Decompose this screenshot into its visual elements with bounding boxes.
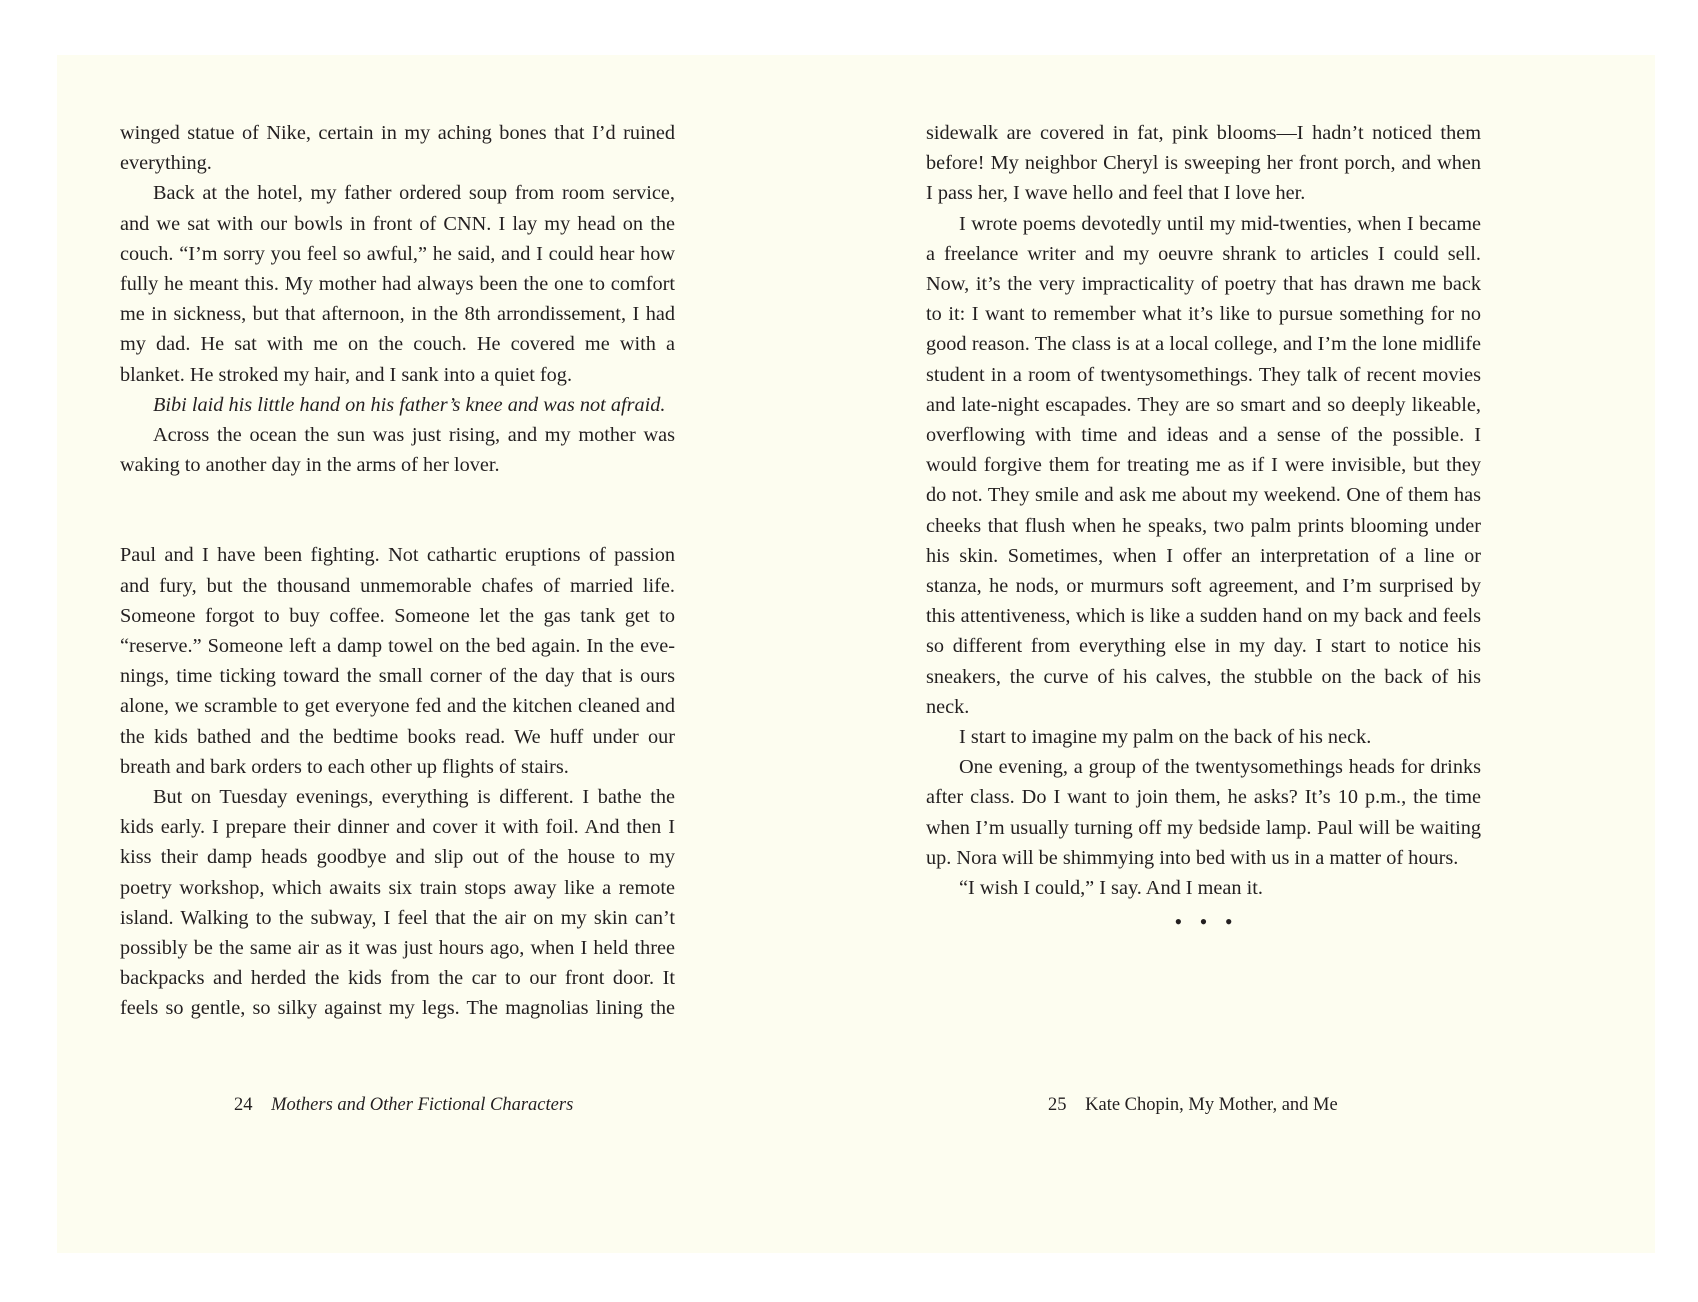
running-title: Kate Chopin, My Mother, and Me (1085, 1095, 1338, 1115)
section-start-paragraph: Paul and I have been fighting. Not cathartic eruptions of passion and fury, but the thousand unmemorable chafes of married life. Someone forgot to buy coffee. Someone let the gas tank get to “reserve.” Someone left a damp towel on the bed again. In the evenings, time ticking toward the small corner of the day that is ours alone, we scramble to get everyone fed and the kitchen cleaned and the kids bathed and the bedtime books read. We huff under our breath and bark orders to each other up flights of stairs. (120, 544, 675, 778)
right-page-footer (1048, 1093, 1338, 1117)
paragraph: But on Tuesday evenings, everything is different. I bathe the kids early. I prepare their dinner and cover it with foil. And then I kiss their damp heads goodbye and slip out of the house to my poetry workshop, which awaits six train stops away like a remote island. Walking to the subway, I feel that the air on my skin can’t possibly be the same air as it was just hours ago, when I held three backpacks and herded the kids from the car to our front door. It feels so gentle, so silky against my legs. The magnolias lining the (120, 786, 675, 1020)
paragraph: I start to imagine my palm on the back of his neck. (959, 726, 1372, 749)
right-page-body (926, 118, 1481, 937)
paragraph: “I wish I could,” I say. And I mean it. (959, 877, 1263, 900)
paragraph: winged statue of Nike, certain in my aching bones that I’d ruined everything. (120, 122, 675, 175)
paragraph: One evening, a group of the twentysomethings heads for drinks after class. Do I want to join them, he asks? It’s 10 p.m., the time when I’m usually turning off my bedside lamp. Paul will be waiting up. Nora will be shimmying into bed with us in a matter of hours. (926, 756, 1481, 869)
quoted-line: Bibi laid his little hand on his father’s knee and was not afraid. (153, 393, 666, 416)
page-number: 25 (1048, 1095, 1067, 1115)
paragraph: sidewalk are covered in fat, pink blooms—I hadn’t noticed them before! My neighbor Cheryl is sweeping her front porch, and when I pass her, I wave hello and feel that I love her. (926, 122, 1481, 205)
paragraph: I wrote poems devotedly until my mid-twenties, when I became a freelance writer and my oeuvre shrank to articles I could sell. Now, it’s the very impracticality of poetry that has drawn me back to it: I want to remember what it’s like to pursue something for no good reason. The class is at a local college, and I’m the lone midlife student in a room of twentysomethings. They talk of recent movies and late-night escapades. They are so smart and so deeply likeable, overflowing with time and ideas and a sense of the possible. I would forgive them for treating me as if I were invisible, but they do not. They smile and ask me about my weekend. One of them has cheeks that flush when he speaks, two palm prints blooming under his skin. Sometimes, when I offer an interpretation of a line or stanza, he nods, or murmurs soft agreement, and I’m surprised by this attentiveness, which is like a sudden hand on my back and feels so different from everything else in my day. I start to notice his sneakers, the curve of his calves, the stubble on the back of his neck. (926, 212, 1481, 718)
page-number: 24 (234, 1095, 253, 1115)
paragraph: Back at the hotel, my father ordered soup from room service, and we sat with our bowls in front of CNN. I lay my head on the couch. “I’m sorry you feel so awful,” he said, and I could hear how fully he meant this. My mother had always been the one to comfort me in sickness, but that afternoon, in the 8th arrondissement, I had my dad. He sat with me on the couch. He covered me with a blanket. He stroked my hair, and I sank into a quiet fog. (120, 182, 675, 386)
running-title: Mothers and Other Fictional Characters (271, 1095, 574, 1115)
left-page-body (120, 118, 675, 1024)
left-page-footer (234, 1093, 573, 1117)
section-break-ornament: • • • (1174, 909, 1239, 935)
paragraph: Across the ocean the sun was just rising, and my mother was waking to another day in the arms of her lover. (120, 424, 675, 477)
